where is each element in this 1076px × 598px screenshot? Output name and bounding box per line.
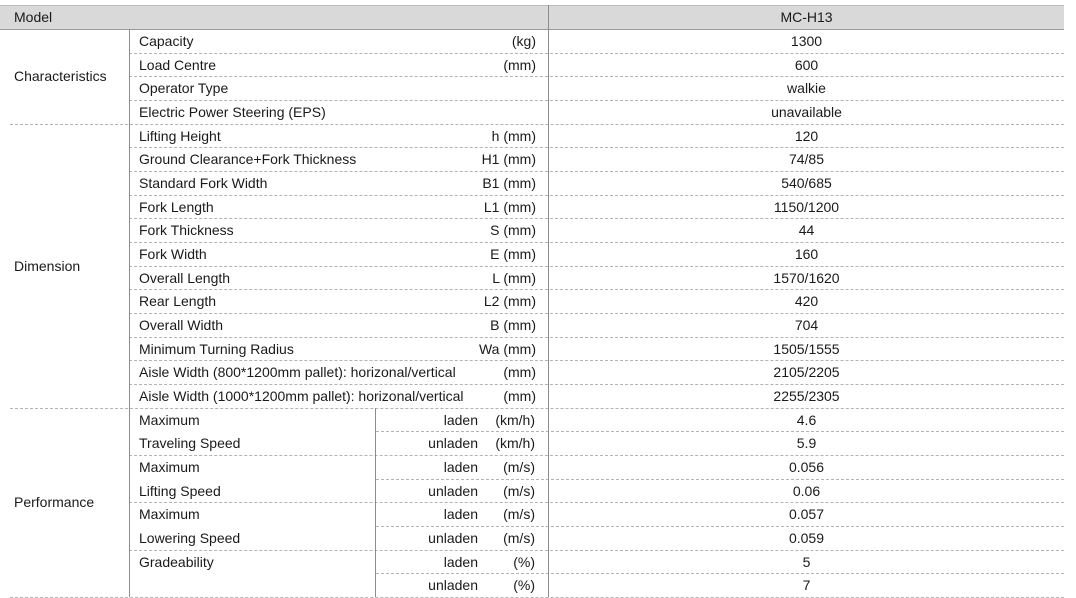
- row-label: Ground Clearance+Fork Thickness: [139, 151, 357, 168]
- row-unit: (m/s): [503, 506, 535, 523]
- row-label: Maximum: [139, 506, 200, 523]
- row-unit: (m/s): [503, 459, 535, 476]
- row-divider: [129, 337, 1064, 338]
- row-label: Rear Length: [139, 293, 217, 310]
- row-value: walkie: [787, 80, 826, 97]
- row-divider: [129, 147, 1064, 148]
- row-label: Fork Length: [139, 198, 214, 215]
- row-unit: (mm): [503, 56, 536, 73]
- row-divider: [129, 266, 1064, 267]
- row-divider: [129, 53, 1064, 54]
- row-value: 120: [794, 127, 819, 144]
- group-label-dimension: Dimension: [14, 257, 81, 274]
- row-divider: [129, 313, 1064, 314]
- row-label: Operator Type: [139, 80, 229, 97]
- row-value: 5.9: [796, 435, 817, 452]
- row-unit: S (mm): [490, 222, 536, 239]
- row-unit: (mm): [503, 364, 536, 381]
- row-unit: (m/s): [503, 482, 535, 499]
- row-label: Gradeability: [139, 553, 214, 570]
- row-unit: (km/h): [495, 435, 535, 452]
- row-value: 2255/2305: [773, 388, 840, 405]
- row-value: 0.06: [792, 482, 821, 499]
- row-label: Minimum Turning Radius: [139, 340, 294, 357]
- row-unit: B (mm): [490, 317, 536, 334]
- row-divider: [129, 195, 1064, 196]
- row-value: 0.059: [788, 530, 825, 547]
- row-divider: [129, 289, 1064, 290]
- row-load-condition: laden: [443, 459, 478, 476]
- row-unit: H1 (mm): [481, 151, 536, 168]
- row-unit: L2 (mm): [483, 293, 536, 310]
- row-divider: [129, 455, 1064, 456]
- row-value: 1150/1200: [773, 198, 840, 215]
- row-label: Aisle Width (1000*1200mm pallet): horizonal/vertical: [139, 388, 464, 405]
- row-value: 420: [794, 293, 819, 310]
- row-value: 1570/1620: [773, 269, 840, 286]
- row-label: Fork Thickness: [139, 222, 234, 239]
- row-unit: E (mm): [490, 246, 536, 263]
- row-unit: Wa (mm): [478, 340, 536, 357]
- row-label: Capacity: [139, 33, 194, 49]
- row-divider: [376, 573, 1064, 574]
- row-unit: B1 (mm): [482, 175, 536, 192]
- row-value: unavailable: [771, 104, 842, 120]
- row-divider: [129, 242, 1064, 243]
- row-load-condition: unladen: [428, 482, 478, 499]
- row-load-condition: laden: [443, 411, 478, 428]
- row-label: Overall Width: [139, 317, 224, 334]
- row-value: 5: [802, 553, 811, 570]
- row-value: 0.056: [788, 459, 825, 476]
- row-divider: [10, 408, 1064, 409]
- row-value: 44: [798, 222, 815, 239]
- row-label: Aisle Width (800*1200mm pallet): horizonal/vertical: [139, 364, 456, 381]
- row-label: Load Centre: [139, 56, 217, 73]
- row-label: Overall Length: [139, 269, 231, 286]
- row-load-condition: laden: [443, 553, 478, 570]
- row-divider: [129, 76, 1064, 77]
- group-label-performance: Performance: [14, 494, 95, 511]
- row-unit: (%): [513, 553, 535, 570]
- row-label: Fork Width: [139, 246, 207, 263]
- group-label-characteristics: Characteristics: [14, 68, 107, 85]
- row-label: Standard Fork Width: [139, 175, 268, 192]
- row-value: 160: [794, 246, 819, 263]
- row-value: 704: [794, 317, 819, 334]
- row-unit: (%): [513, 577, 535, 594]
- row-value: 0.057: [788, 506, 825, 523]
- row-divider: [10, 124, 1064, 125]
- row-value: 1300: [790, 33, 823, 49]
- row-value: 4.6: [796, 411, 817, 428]
- row-unit: (kg): [511, 33, 536, 49]
- row-value: 540/685: [781, 175, 832, 192]
- header-model-label: Model: [14, 9, 53, 25]
- row-load-condition: unladen: [428, 577, 478, 594]
- row-label: Maximum: [139, 459, 200, 476]
- row-divider: [129, 502, 1064, 503]
- row-divider: [129, 360, 1064, 361]
- row-unit: (km/h): [495, 411, 535, 428]
- row-load-condition: laden: [443, 506, 478, 523]
- row-value: 74/85: [788, 151, 825, 168]
- row-divider: [376, 479, 1064, 480]
- row-divider: [129, 100, 1064, 101]
- row-label: Electric Power Steering (EPS): [139, 104, 326, 120]
- value-column-divider: [548, 5, 549, 597]
- header-model-value: MC-H13: [780, 9, 833, 25]
- row-divider: [129, 550, 1064, 551]
- label-column-divider: [129, 29, 130, 597]
- row-divider: [129, 384, 1064, 385]
- row-value: 2105/2205: [773, 364, 840, 381]
- row-label: Maximum: [139, 411, 200, 428]
- row-unit: h (mm): [491, 127, 536, 144]
- row-unit: L1 (mm): [483, 198, 536, 215]
- row-divider: [129, 171, 1064, 172]
- row-load-condition: unladen: [428, 435, 478, 452]
- row-divider: [376, 526, 1064, 527]
- row-label: Traveling Speed: [139, 435, 241, 452]
- row-unit: (mm): [503, 388, 536, 405]
- row-label: Lifting Speed: [139, 482, 221, 499]
- row-value: 1505/1555: [773, 340, 840, 357]
- row-value: 600: [794, 56, 819, 73]
- row-label: Lowering Speed: [139, 530, 241, 547]
- row-value: 7: [802, 577, 811, 594]
- row-load-condition: unladen: [428, 530, 478, 547]
- row-unit: L (mm): [492, 269, 536, 286]
- row-unit: (m/s): [503, 530, 535, 547]
- condition-column-divider: [375, 408, 376, 597]
- row-divider: [129, 218, 1064, 219]
- row-label: Lifting Height: [139, 127, 221, 144]
- row-divider: [376, 431, 1064, 432]
